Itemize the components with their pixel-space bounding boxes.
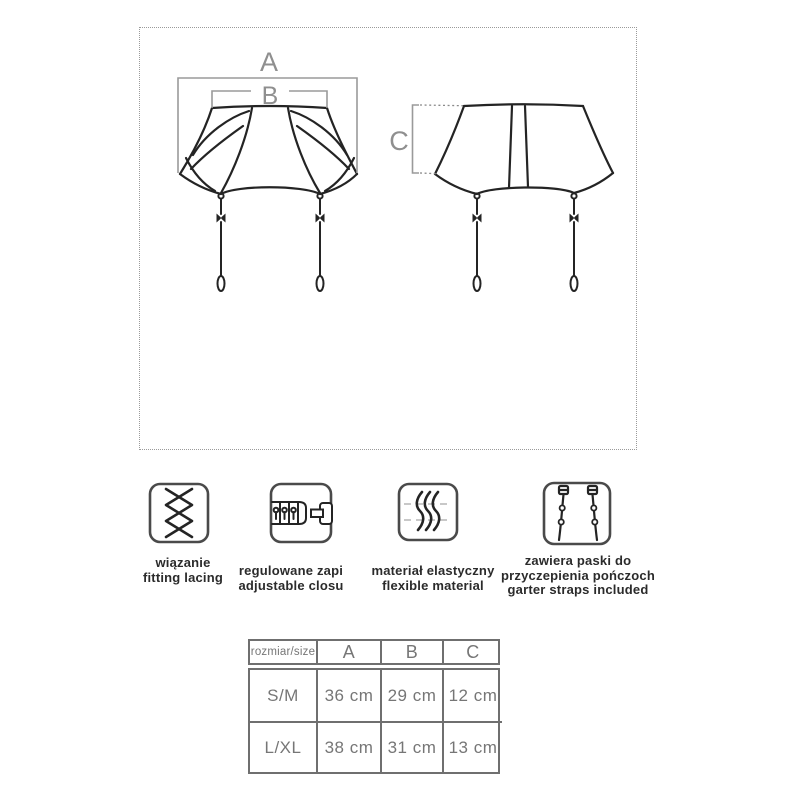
flexible-material-icon	[396, 481, 460, 548]
garter-straps-icon	[541, 480, 613, 552]
size-table-col-b: B	[380, 641, 442, 663]
front-garment-outline	[180, 106, 357, 194]
lacing-icon	[147, 481, 211, 550]
table-cell: 31 cm	[380, 721, 442, 772]
feature-caption-closure	[211, 564, 371, 593]
caption-line: materiał elastyczny	[371, 563, 495, 578]
garter-strap	[316, 193, 325, 291]
measure-a-label: A	[259, 47, 279, 77]
garter-belt-back-drawing	[435, 104, 613, 291]
size-table-body	[248, 668, 500, 774]
adjustable-closure-icon	[268, 481, 334, 550]
feature-caption-straps	[488, 554, 668, 598]
caption-line: regulowane zapi	[238, 563, 344, 578]
caption-line: garter straps included	[507, 582, 649, 597]
table-cell: 29 cm	[380, 670, 442, 721]
size-table-col-a: A	[316, 641, 380, 663]
size-table-col-c: C	[442, 641, 502, 663]
caption-line: zawiera paski do	[524, 553, 632, 568]
caption-line: fitting lacing	[142, 569, 224, 585]
garter-strap	[473, 193, 482, 291]
caption-line: flexible material	[382, 577, 484, 593]
caption-line: przyczepienia pończoch	[501, 567, 655, 583]
front-seam-lines	[186, 108, 354, 193]
table-row-size: L/XL	[250, 721, 316, 772]
measure-c-bracket	[413, 105, 420, 173]
size-table-header	[248, 639, 500, 665]
size-table-corner-label: rozmiar/size	[250, 646, 316, 658]
table-cell: 38 cm	[316, 721, 380, 772]
garter-strap	[570, 193, 579, 291]
garter-strap	[217, 193, 226, 291]
table-row-size: S/M	[267, 685, 299, 705]
measure-c-extension-lines	[420, 105, 463, 174]
garter-belt-front-drawing	[180, 106, 357, 291]
back-garment-outline	[435, 104, 613, 194]
table-cell: 12 cm	[442, 670, 502, 721]
measure-b-label: B	[261, 82, 279, 110]
back-center-panel-lines	[509, 106, 528, 188]
caption-line: wiązanie	[155, 555, 211, 570]
table-cell: 36 cm	[316, 670, 380, 721]
table-cell: 13 cm	[442, 721, 502, 772]
measure-c-label: C	[389, 126, 409, 156]
caption-line: adjustable closu	[238, 577, 344, 593]
